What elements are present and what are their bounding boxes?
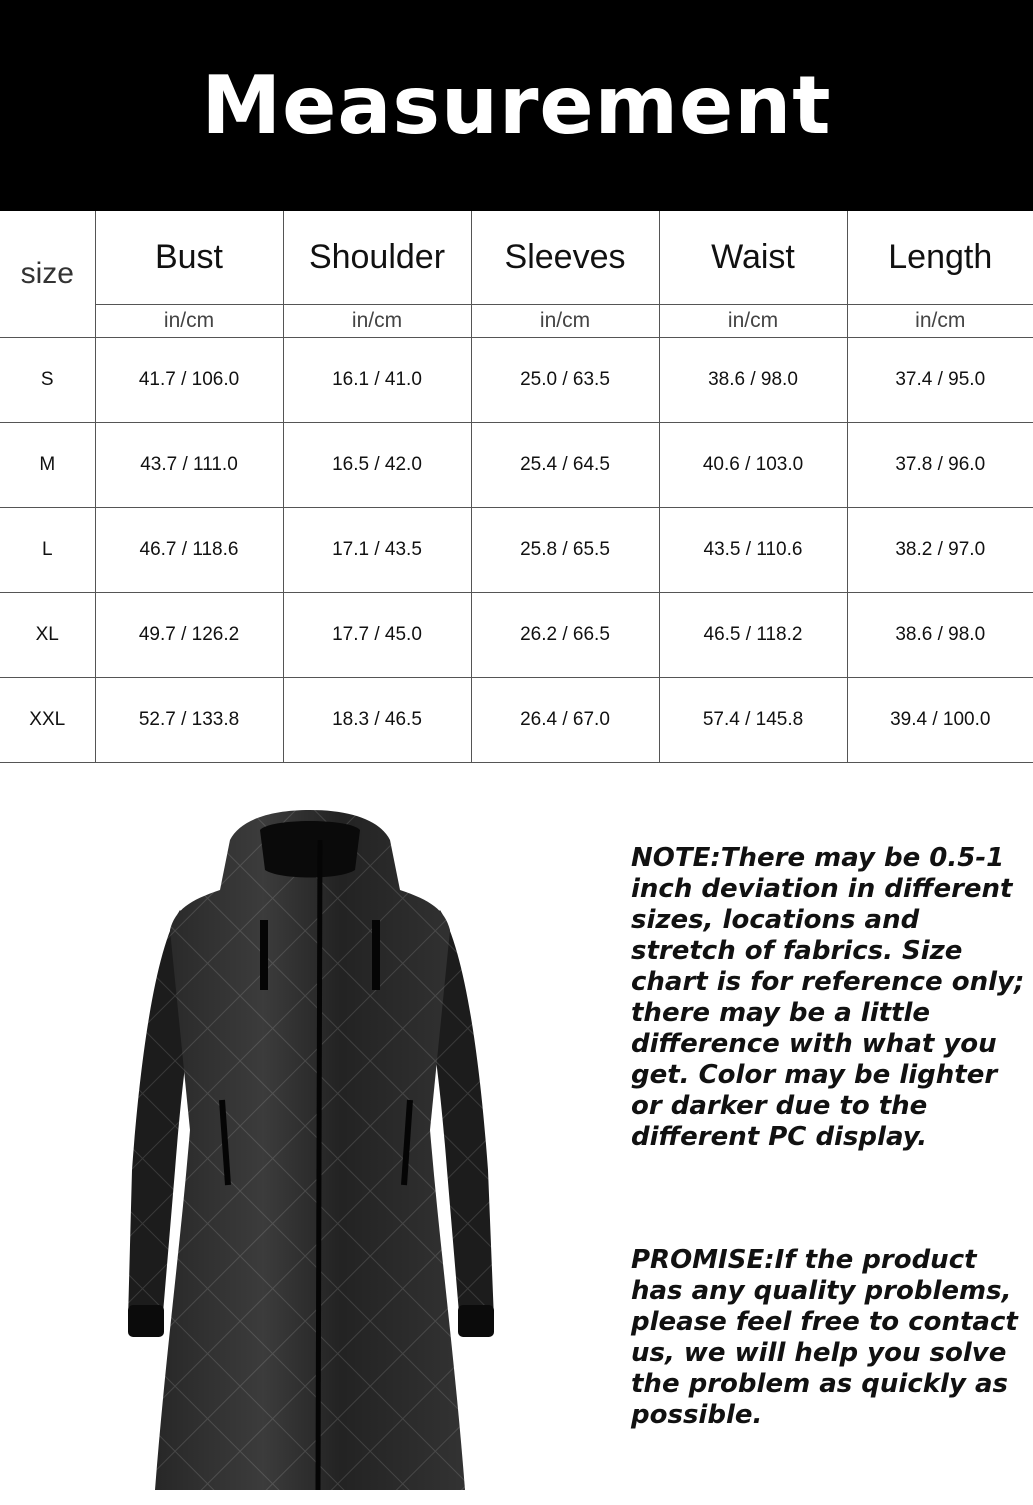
- bust-cell: 46.7 / 118.6: [95, 507, 283, 592]
- unit-label: in/cm: [659, 304, 847, 337]
- left-cuff: [128, 1305, 164, 1337]
- right-drawstring: [372, 920, 380, 990]
- bust-cell: 41.7 / 106.0: [95, 337, 283, 422]
- table-row: [0, 592, 1033, 677]
- size-cell: L: [0, 507, 95, 592]
- right-cuff: [458, 1305, 494, 1337]
- shoulder-cell: 17.1 / 43.5: [283, 507, 471, 592]
- unit-row: [0, 304, 1033, 337]
- length-cell: 38.2 / 97.0: [847, 507, 1033, 592]
- waist-cell: 38.6 / 98.0: [659, 337, 847, 422]
- size-column-header: size: [0, 211, 95, 337]
- unit-label: in/cm: [95, 304, 283, 337]
- size-chart-table: [0, 211, 1033, 763]
- left-drawstring: [260, 920, 268, 990]
- shoulder-cell: 16.5 / 42.0: [283, 422, 471, 507]
- length-cell: 37.4 / 95.0: [847, 337, 1033, 422]
- zipper: [318, 840, 320, 1490]
- coat-image: [110, 800, 530, 1500]
- bust-cell: 49.7 / 126.2: [95, 592, 283, 677]
- shoulder-cell: 17.7 / 45.0: [283, 592, 471, 677]
- column-header-bust: Bust: [95, 211, 283, 304]
- promise-text: PROMISE:If the product has any quality problems, please feel free to contact us, we will help you solve the problem as quickly as possible.: [631, 1245, 1018, 1430]
- sleeves-cell: 26.4 / 67.0: [471, 677, 659, 762]
- waist-cell: 43.5 / 110.6: [659, 507, 847, 592]
- page-title: Measurement: [201, 59, 832, 152]
- table-row: [0, 422, 1033, 507]
- size-cell: XXL: [0, 677, 95, 762]
- sleeves-cell: 25.0 / 63.5: [471, 337, 659, 422]
- unit-label: in/cm: [283, 304, 471, 337]
- size-cell: M: [0, 422, 95, 507]
- bust-cell: 43.7 / 111.0: [95, 422, 283, 507]
- bust-cell: 52.7 / 133.8: [95, 677, 283, 762]
- sleeves-cell: 25.8 / 65.5: [471, 507, 659, 592]
- column-header-sleeves: Sleeves: [471, 211, 659, 304]
- note-text: NOTE:There may be 0.5-1 inch deviation in different sizes, locations and stretch of fabrics. Size chart is for reference only; there may be a little difference with what you get. Color may be lighter or darker due to the different PC display.: [631, 843, 1025, 1152]
- unit-label: in/cm: [471, 304, 659, 337]
- length-cell: 38.6 / 98.0: [847, 592, 1033, 677]
- hood-opening: [260, 821, 360, 878]
- product-image: [110, 800, 530, 1500]
- waist-cell: 46.5 / 118.2: [659, 592, 847, 677]
- column-header-waist: Waist: [659, 211, 847, 304]
- table-row: [0, 507, 1033, 592]
- header-banner: [0, 0, 1033, 211]
- length-cell: 37.8 / 96.0: [847, 422, 1033, 507]
- waist-cell: 57.4 / 145.8: [659, 677, 847, 762]
- waist-cell: 40.6 / 103.0: [659, 422, 847, 507]
- column-header-length: Length: [847, 211, 1033, 304]
- sleeves-cell: 26.2 / 66.5: [471, 592, 659, 677]
- length-cell: 39.4 / 100.0: [847, 677, 1033, 762]
- table-row: [0, 337, 1033, 422]
- size-cell: S: [0, 337, 95, 422]
- sleeves-cell: 25.4 / 64.5: [471, 422, 659, 507]
- shoulder-cell: 18.3 / 46.5: [283, 677, 471, 762]
- table-header-row: [0, 211, 1033, 304]
- table-row: [0, 677, 1033, 762]
- size-cell: XL: [0, 592, 95, 677]
- shoulder-cell: 16.1 / 41.0: [283, 337, 471, 422]
- column-header-shoulder: Shoulder: [283, 211, 471, 304]
- unit-label: in/cm: [847, 304, 1033, 337]
